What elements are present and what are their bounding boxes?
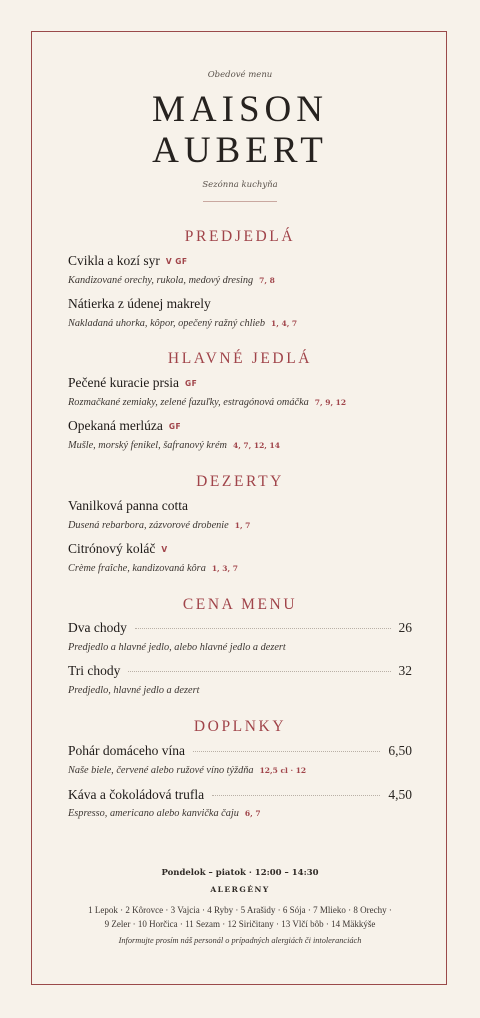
dish-description: Espresso, americano alebo kanvička čaju [68,808,239,819]
menu-item-description [68,318,297,329]
dietary-tag: V [161,545,168,554]
set-menu-name: Tri chody [68,663,121,678]
dot-leader [212,795,380,796]
menu-item-description [68,275,275,286]
menu-item-description [68,808,261,819]
allergy-note: Informujte prosím náš personál o prípadných alergiách či intoleranciách [118,936,362,945]
dish-name: Nátierka z údenej makrely [68,296,211,311]
menu-item-name [68,541,168,557]
dietary-tag: GF [168,422,182,431]
menu-item-name [68,253,188,269]
menu-item-name [68,296,211,312]
menu-item-description [68,563,238,574]
dish-description: Dusená rebarbora, zázvorové drobenie [68,520,229,531]
menu-item-description: Predjedlo a hlavné jedlo, alebo hlavné jedlo a dezert [68,642,286,653]
dish-description: Naše biele, červené alebo ružové víno týždňa [68,765,254,776]
allergen-codes: 12,5 cl · 12 [259,766,307,775]
menu-item-name [68,418,181,434]
dish-description: Nakladaná uhorka, kôpor, opečený ražný chlieb [68,318,266,329]
dish-description: Kandizované orechy, rukola, medový dresing [68,275,254,286]
restaurant-name-line1: MAISON [152,89,328,130]
menu-subtitle: Sezónna kuchyňa [202,180,278,190]
menu-item-name [68,375,197,391]
section-title-starters: PREDJEDLÁ [184,228,296,245]
allergen-legend-line: 1 Lepok · 2 Kôrovce · 3 Vajcia · 4 Ryby · 5 Arašidy · 6 Sója · 7 Mlieko · 8 Orechy · [88,905,392,915]
section-title-mains: HLAVNÉ JEDLÁ [167,350,313,367]
allergen-codes: 1, 7 [234,521,251,530]
menu-item-name [68,498,188,514]
menu-item-description [68,397,346,408]
menu-item-description [68,520,250,531]
priced-item [68,663,412,679]
price: 4,50 [388,787,412,802]
dish-name: Opekaná merlúza [68,418,163,433]
allergen-codes: 1, 4, 7 [271,319,298,328]
opening-hours: Pondelok – piatok · 12:00 – 14:30 [161,868,319,878]
restaurant-name-line2: AUBERT [152,130,328,171]
allergen-codes: 6, 7 [244,809,261,818]
dietary-tag: GF [184,379,198,388]
dish-name: Pečené kuracie prsia [68,375,179,390]
price: 32 [398,663,412,678]
header-divider [203,201,277,202]
dish-name: Citrónový koláč [68,541,156,556]
dietary-tag: V GF [165,257,188,266]
price: 6,50 [388,743,412,758]
allergens-heading: ALERGÉNY [210,885,270,894]
set-menu-name: Dva chody [68,620,127,635]
section-title-set-menu: CENA MENU [182,596,298,613]
allergen-codes: 4, 7, 12, 14 [232,441,280,450]
dish-description: Rozmačkané zemiaky, zelené fazuľky, estragónová omáčka [68,397,309,408]
menu-item-description [68,765,306,776]
priced-item [68,620,412,636]
allergen-codes: 7, 9, 12 [314,398,347,407]
price: 26 [398,620,412,635]
menu-item-description [68,440,280,451]
allergen-codes: 1, 3, 7 [211,564,238,573]
section-title-extras: DOPLNKY [193,718,287,735]
menu-item-description: Predjedlo, hlavné jedlo a dezert [68,685,200,696]
priced-item [68,743,412,759]
dot-leader [193,751,380,752]
dish-description: Crème fraîche, kandizovaná kôra [68,563,206,574]
dot-leader [135,628,391,629]
allergen-codes: 7, 8 [259,276,275,285]
extra-name: Káva a čokoládová trufla [68,787,205,802]
section-title-desserts: DEZERTY [196,473,284,490]
dot-leader [128,671,390,672]
allergen-legend-line: 9 Zeler · 10 Horčica · 11 Sezam · 12 Siričitany · 13 Vlčí bôb · 14 Mäkkýše [104,919,376,929]
menu-tagline: Obedové menu [207,70,273,80]
dish-description: Mušle, morský fenikel, šafranový krém [68,440,227,451]
dish-name: Vanilková panna cotta [68,498,188,513]
dish-name: Cvikla a kozí syr [68,253,160,268]
extra-name: Pohár domáceho vína [68,743,185,758]
priced-item [68,787,412,803]
